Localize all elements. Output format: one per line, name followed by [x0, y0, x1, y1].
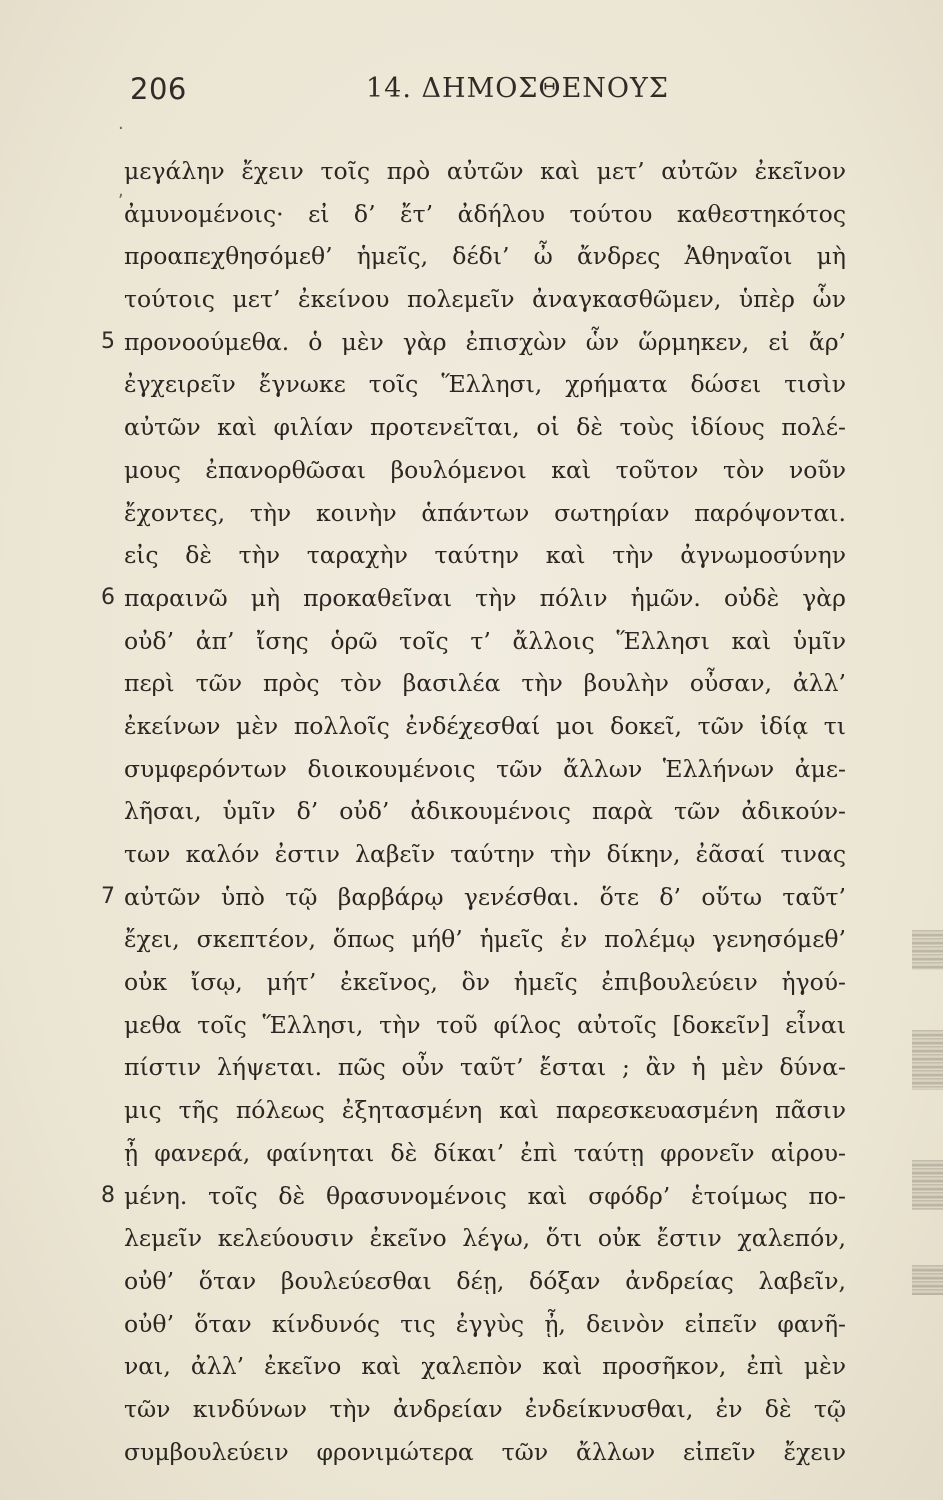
line-text: τῶν κινδύνων τὴν ἀνδρείαν ἐνδείκνυσθαι, ἐν δὲ τῷ [124, 1394, 846, 1423]
line-text: των καλόν ἐστιν λαβεῖν ταύτην τὴν δίκην, ἐᾶσαί τινας [124, 840, 846, 868]
page-number: 206 [130, 72, 187, 106]
line-text: αὐτῶν ὑπὸ τῷ βαρβάρῳ γενέσθαι. ὅτε δ’ οὕτω ταῦτ’ [124, 882, 846, 911]
line-text: μεγάλην ἔχειν τοῖς πρὸ αὐτῶν καὶ μετ’ αὐτῶν ἐκεῖνον [124, 157, 846, 185]
text-line [0, 150, 943, 193]
text-line [0, 577, 943, 620]
text-line [0, 1260, 943, 1303]
page-header [0, 72, 943, 112]
line-text: τούτοις μετ’ ἐκείνου πολεμεῖν ἀναγκασθῶμεν, ὑπὲρ ὧν [124, 285, 846, 314]
text-line [0, 961, 943, 1004]
section-number: 8 [101, 1182, 115, 1208]
text-line [0, 1089, 943, 1132]
line-text: ναι, ἀλλ’ ἐκεῖνο καὶ χαλεπὸν καὶ προσῆκον, ἐπὶ μὲν [124, 1352, 846, 1381]
text-line [0, 1046, 943, 1089]
line-text: ἀμυνομένοις· εἰ δ’ ἔτ’ ἀδήλου τούτου καθεστηκότος [124, 199, 846, 228]
line-text: ἔχει, σκεπτέον, ὅπως μήθ’ ἡμεῖς ἐν πολέμῳ γενησόμεθ’ [124, 925, 846, 954]
text-line [0, 193, 943, 236]
text-line [0, 406, 943, 449]
line-text: ᾖ φανερά, φαίνηται δὲ δίκαι’ ἐπὶ ταύτῃ φρονεῖν αἱρου- [124, 1138, 846, 1167]
line-text: ἔχοντες, τὴν κοινὴν ἁπάντων σωτηρίαν παρόψονται. [124, 498, 846, 527]
line-text: εἰς δὲ τὴν ταραχὴν ταύτην καὶ τὴν ἀγνωμοσύνην [124, 541, 846, 570]
line-text: οὐθ’ ὅταν βουλεύεσθαι δέῃ, δόξαν ἀνδρείας λαβεῖν, [124, 1266, 846, 1295]
line-text: μους ἐπανορθῶσαι βουλόμενοι καὶ τοῦτον τὸν νοῦν [124, 455, 846, 484]
line-text: συμφερόντων διοικουμένοις τῶν ἄλλων Ἑλλήνων ἀμε- [124, 754, 846, 783]
text-line [0, 1217, 943, 1260]
margin-mark-icon: · [118, 118, 124, 139]
margin-scan-artifact [912, 930, 943, 970]
line-text: μένη. τοῖς δὲ θρασυνομένοις καὶ σφόδρ’ ἑτοίμως πο- [124, 1181, 846, 1210]
line-text: ἐγχειρεῖν ἔγνωκε τοῖς Ἕλλησι, χρήματα δώσει τισὶν [124, 370, 846, 399]
text-line [0, 534, 943, 577]
margin-mark-icon: , [118, 180, 124, 201]
text-line [0, 790, 943, 833]
text-line [0, 620, 943, 663]
margin-scan-artifact [912, 1265, 943, 1295]
line-text: ἐκείνων μὲν πολλοῖς ἐνδέχεσθαί μοι δοκεῖ, τῶν ἰδίᾳ τι [124, 711, 846, 740]
section-number: 7 [101, 883, 115, 909]
text-line [0, 235, 943, 278]
section-number: 6 [101, 584, 115, 610]
line-text: λῆσαι, ὑμῖν δ’ οὐδ’ ἀδικουμένοις παρὰ τῶν ἀδικούν- [124, 797, 846, 826]
text-line [0, 1303, 943, 1346]
text-line [0, 492, 943, 535]
line-text: λεμεῖν κελεύουσιν ἐκεῖνο λέγω, ὅτι οὐκ ἔστιν χαλεπόν, [124, 1224, 846, 1253]
text-line [0, 278, 943, 321]
line-text: συμβουλεύειν φρονιμώτερα τῶν ἄλλων εἰπεῖν ἔχειν [124, 1437, 846, 1466]
line-text: μεθα τοῖς Ἕλλησι, τὴν τοῦ φίλος αὐτοῖς [δοκεῖν] εἶναι [124, 1010, 846, 1039]
line-text: περὶ τῶν πρὸς τὸν βασιλέα τὴν βουλὴν οὖσαν, ἀλλ’ [124, 669, 846, 698]
text-line [0, 748, 943, 791]
text-line [0, 918, 943, 961]
line-text: αὐτῶν καὶ φιλίαν προτενεῖται, οἱ δὲ τοὺς ἰδίους πολέ- [124, 413, 846, 442]
line-text: πίστιν λήψεται. πῶς οὖν ταῦτ’ ἔσται ; ἂν ἡ μὲν δύνα- [124, 1053, 846, 1082]
line-text: προνοούμεθα. ὁ μὲν γὰρ ἐπισχὼν ὧν ὥρμηκεν, εἰ ἄρ’ [124, 327, 846, 356]
running-head: 14. ΔΗΜΟΣΘΕΝΟΥΣ [366, 73, 669, 104]
margin-scan-artifact [912, 1160, 943, 1210]
text-line [0, 1345, 943, 1388]
text-line [0, 1388, 943, 1431]
text-line [0, 321, 943, 364]
body-text [0, 150, 943, 1473]
text-line [0, 1175, 943, 1218]
line-text: προαπεχθησόμεθ’ ἡμεῖς, δέδι’ ὦ ἄνδρες Ἀθηναῖοι μὴ [124, 242, 846, 271]
text-line [0, 1004, 943, 1047]
text-line [0, 1132, 943, 1175]
text-line [0, 363, 943, 406]
text-line [0, 662, 943, 705]
text-line [0, 449, 943, 492]
text-line [0, 833, 943, 876]
line-text: οὐκ ἴσῳ, μήτ’ ἐκεῖνος, ὃν ἡμεῖς ἐπιβουλεύειν ἡγού- [124, 968, 846, 997]
margin-scan-artifact [912, 1030, 943, 1090]
text-line [0, 876, 943, 919]
line-text: οὐδ’ ἀπ’ ἴσης ὁρῶ τοῖς τ’ ἄλλοις Ἕλλησι καὶ ὑμῖν [124, 626, 846, 655]
text-line [0, 1431, 943, 1474]
line-text: οὐθ’ ὅταν κίνδυνός τις ἐγγὺς ᾖ, δεινὸν εἰπεῖν φανῆ- [124, 1309, 846, 1338]
line-text: παραινῶ μὴ προκαθεῖναι τὴν πόλιν ἡμῶν. οὐδὲ γὰρ [124, 583, 846, 612]
section-number: 5 [101, 328, 115, 354]
text-line [0, 705, 943, 748]
line-text: μις τῆς πόλεως ἐξητασμένη καὶ παρεσκευασμένη πᾶσιν [124, 1096, 846, 1125]
